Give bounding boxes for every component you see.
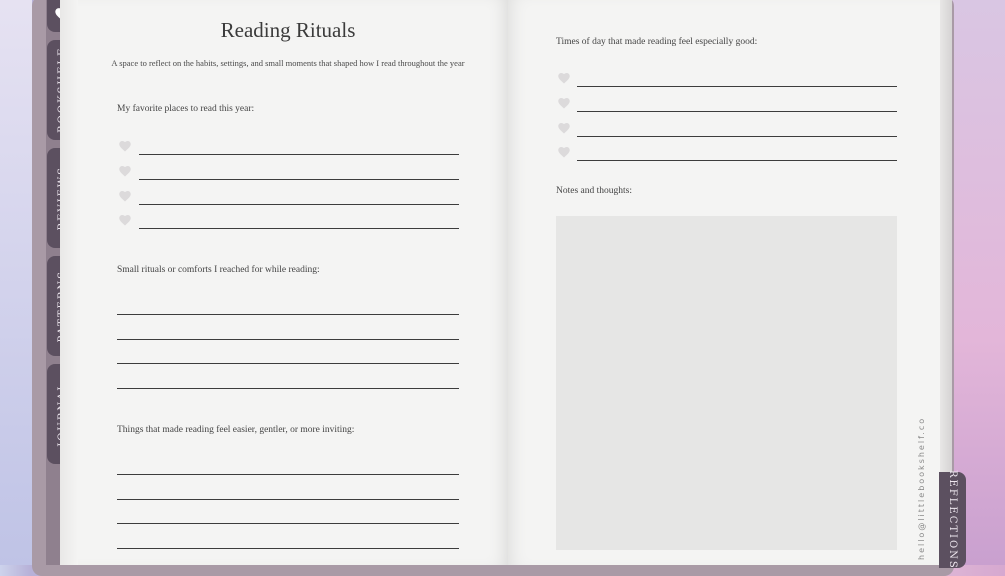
write-line[interactable] [139, 154, 459, 155]
heart-icon [118, 214, 132, 226]
background-left [0, 0, 32, 565]
write-line[interactable] [117, 314, 459, 315]
tab-reflections-label: REFLECTIONS [947, 470, 958, 570]
write-line[interactable] [139, 204, 459, 205]
write-line[interactable] [139, 179, 459, 180]
page-title: Reading Rituals [220, 18, 356, 42]
prompt-notes: Notes and thoughts: [556, 186, 632, 196]
left-page [60, 0, 508, 565]
write-line[interactable] [117, 388, 459, 389]
write-line[interactable] [577, 86, 897, 87]
heart-icon [557, 122, 571, 134]
write-line[interactable] [139, 228, 459, 229]
write-line[interactable] [117, 499, 459, 500]
heart-icon [118, 165, 132, 177]
footer-email: hello@littlebookshelf.co [917, 416, 926, 560]
prompt-times-of-day: Times of day that made reading feel especially good: [556, 37, 758, 47]
heart-icon [557, 146, 571, 158]
notes-area[interactable] [556, 216, 897, 550]
tab-reflections[interactable] [939, 472, 966, 568]
prompt-small-rituals: Small rituals or comforts I reached for while reading: [117, 265, 320, 275]
heart-icon [118, 190, 132, 202]
prompt-easier-reading: Things that made reading feel easier, gentler, or more inviting: [117, 425, 355, 435]
prompt-favorite-places: My favorite places to read this year: [117, 104, 255, 114]
heart-icon [118, 140, 132, 152]
write-line[interactable] [117, 339, 459, 340]
write-line[interactable] [577, 136, 897, 137]
write-line[interactable] [117, 548, 459, 549]
write-line[interactable] [577, 160, 897, 161]
write-line[interactable] [117, 474, 459, 475]
heart-icon [557, 72, 571, 84]
write-line[interactable] [577, 111, 897, 112]
heart-icon [557, 97, 571, 109]
left-page-edge [60, 0, 78, 565]
write-line[interactable] [117, 523, 459, 524]
page-subtitle: A space to reflect on the habits, settings, and small moments that shaped how I read throughout the year [111, 58, 465, 68]
write-line[interactable] [117, 363, 459, 364]
